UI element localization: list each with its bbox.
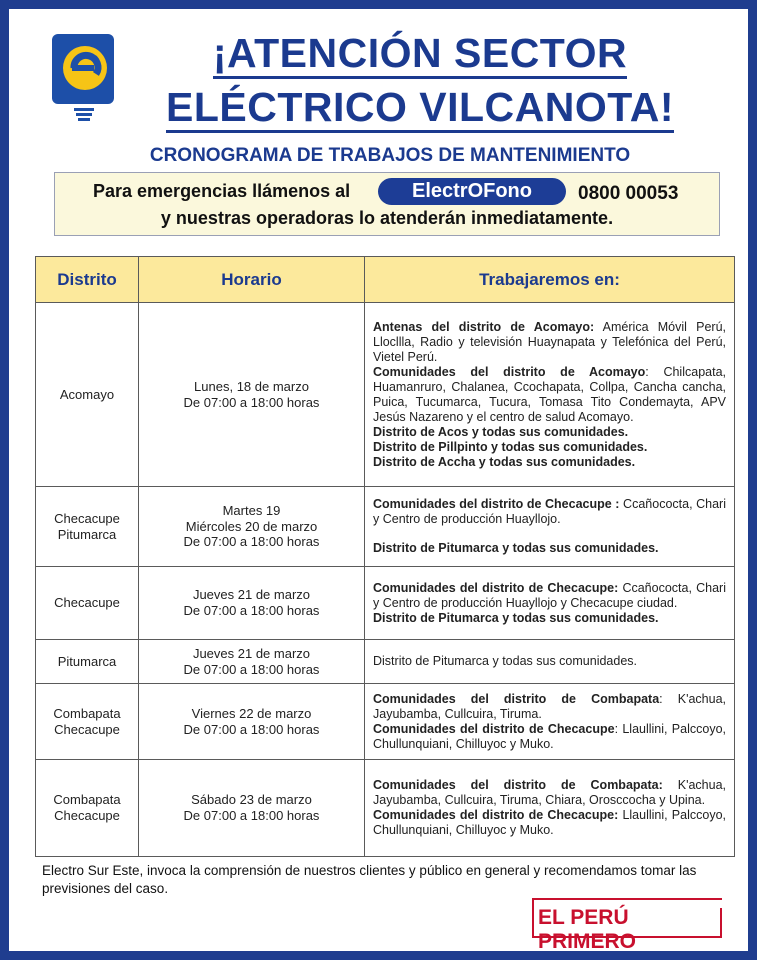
el-peru-primero-logo (532, 898, 722, 953)
schedule-line: De 07:00 a 18:00 horas (183, 534, 320, 550)
district-name: Pitumarca (57, 653, 117, 669)
schedule-cell (139, 487, 365, 567)
district-cell (36, 567, 139, 640)
schedule-line: De 07:00 a 18:00 horas (183, 394, 320, 410)
table-row (36, 567, 735, 640)
district-cell (36, 303, 139, 487)
table-row (36, 760, 735, 857)
work-item (373, 722, 726, 752)
work-cell (365, 567, 735, 640)
work-item-bold: Distrito de Accha y todas sus comunidades. (373, 454, 636, 469)
schedule-cell (139, 303, 365, 487)
schedule-line: Miércoles 20 de marzo (185, 518, 318, 534)
work-item-text: Ccañococta, Chari y Centro de producción Huayllojo y Checacupe ciudad. (373, 580, 726, 610)
work-item-text: Ccañococta, Chari y Centro de producción Huayllojo. (373, 497, 726, 526)
schedule-line: Viernes 22 de marzo (191, 705, 312, 721)
work-item-bold: Comunidades del distrito de Checacupe : (373, 497, 620, 511)
electro-sur-este-logo (52, 34, 114, 122)
table-header-row (36, 257, 735, 303)
work-item (373, 455, 726, 470)
emergency-box (54, 172, 720, 236)
work-item (373, 365, 726, 425)
work-item-bold: Distrito de Pitumarca y todas sus comunidades. (373, 610, 659, 625)
work-item-text: Distrito de Pitumarca y todas sus comunidades. (373, 654, 638, 668)
district-name: Checacupe (54, 808, 120, 823)
work-item-text: : Llaullini, Palccoyo, Chullunquiani, Chilluyoc y Muko. (373, 721, 726, 751)
work-item-bold: Distrito de Pitumarca y todas sus comunidades. (373, 541, 659, 555)
schedule-line: De 07:00 a 18:00 horas (183, 721, 320, 737)
work-cell (365, 684, 735, 760)
district-cell (36, 684, 139, 760)
work-item-text: K'achua, Jayubamba, Cullcuira, Tiruma, Chiara, Orosccocha y Upina. (373, 778, 726, 807)
work-item (373, 320, 726, 365)
schedule-line: De 07:00 a 18:00 horas (183, 603, 320, 618)
district-name: Acomayo (59, 386, 115, 402)
work-item-bold: Comunidades del distrito de Acomayo (373, 364, 646, 379)
schedule-cell (139, 684, 365, 760)
district-name: Checacupe (54, 510, 120, 526)
work-item-bold: Comunidades del distrito de Checacupe: (373, 580, 619, 595)
work-item-text: : K'achua, Jayubamba, Cullcuira, Tiruma. (373, 691, 726, 721)
work-item-bold: Distrito de Pillpinto y todas sus comunidades. (373, 439, 648, 454)
schedule-cell (139, 567, 365, 640)
work-item (373, 778, 726, 808)
schedule-line: Lunes, 18 de marzo (194, 378, 309, 394)
work-cell (365, 303, 735, 487)
schedule-cell (139, 760, 365, 857)
emergency-text-line2: y nuestras operadoras lo atenderán inmediatamente. (160, 208, 614, 228)
work-item-bold: Comunidades del distrito de Checacupe (373, 721, 615, 736)
work-item-text: Llaullini, Palccoyo, Chullunquiani, Chilluyoc y Muko. (373, 808, 726, 837)
schedule-line: Jueves 21 de marzo (192, 645, 311, 661)
work-item (373, 611, 726, 626)
table-row (36, 303, 735, 487)
work-item (373, 425, 726, 440)
district-cell (36, 640, 139, 684)
table-row (36, 684, 735, 760)
emergency-text-line1: Para emergencias llámenos al (93, 181, 351, 201)
work-cell (365, 760, 735, 857)
work-item (373, 654, 726, 669)
work-item (373, 581, 726, 611)
work-cell (365, 487, 735, 567)
work-item-bold: Distrito de Acos y todas sus comunidades. (373, 424, 629, 439)
work-item-bold: Comunidades del distrito de Combapata (373, 691, 660, 706)
emergency-phone: 0800 00053 (578, 183, 679, 204)
table-row (36, 640, 735, 684)
district-name: Combapata (53, 792, 121, 808)
header-work: Trabajaremos en: (365, 257, 735, 303)
electrofono-logo: ElectrOFono (378, 178, 566, 205)
work-item-bold: Antenas del distrito de Acomayo: (373, 319, 595, 334)
slogan-text: EL PERÚ PRIMERO (538, 906, 637, 953)
header-district: Distrito (36, 257, 139, 303)
schedule-table (35, 256, 735, 857)
work-item (373, 692, 726, 722)
schedule-line: De 07:00 a 18:00 horas (183, 661, 320, 677)
work-item (373, 440, 726, 455)
work-item (373, 808, 726, 838)
district-cell (36, 487, 139, 567)
schedule-line: Martes 19 (222, 503, 281, 519)
work-item (373, 541, 726, 556)
work-item-bold: Comunidades del distrito de Combapata: (373, 778, 663, 792)
district-name: Pitumarca (57, 526, 117, 542)
district-name: Combapata (53, 705, 121, 721)
work-item-bold: Comunidades del distrito de Checacupe: (373, 808, 619, 822)
work-item (373, 497, 726, 527)
header-schedule: Horario (139, 257, 365, 303)
work-item-text: América Móvil Perú, Llocllla, Radio y televisión Huaynapata y Telefónica del Perú, Vietel Perú. (373, 319, 726, 364)
schedule-line: Sábado 23 de marzo (191, 792, 312, 808)
district-name: Checacupe (54, 595, 120, 611)
district-cell (36, 760, 139, 857)
district-name: Checacupe (54, 721, 120, 737)
schedule-line: De 07:00 a 18:00 horas (183, 808, 320, 823)
title-line1: ¡ATENCIÓN SECTOR (120, 30, 720, 77)
work-item-text: : Chilcapata, Huamanruro, Chalanea, Ccochapata, Collpa, Cancha cancha, Puica, Tucumarca, Tucura, Tomasa Tito Condemayta, APV Jesús Nazareno y el centro de salud Acomayo. (373, 364, 726, 424)
schedule-cell (139, 640, 365, 684)
table-row (36, 487, 735, 567)
title-line2: ELÉCTRICO VILCANOTA! (120, 84, 720, 131)
work-cell (365, 640, 735, 684)
footer-note: Electro Sur Este, invoca la comprensión de nuestros clientes y público en general y recomendamos tomar las previsiones del caso. (42, 863, 697, 897)
subtitle: CRONOGRAMA DE TRABAJOS DE MANTENIMIENTO (149, 145, 631, 166)
schedule-line: Jueves 21 de marzo (192, 587, 311, 603)
